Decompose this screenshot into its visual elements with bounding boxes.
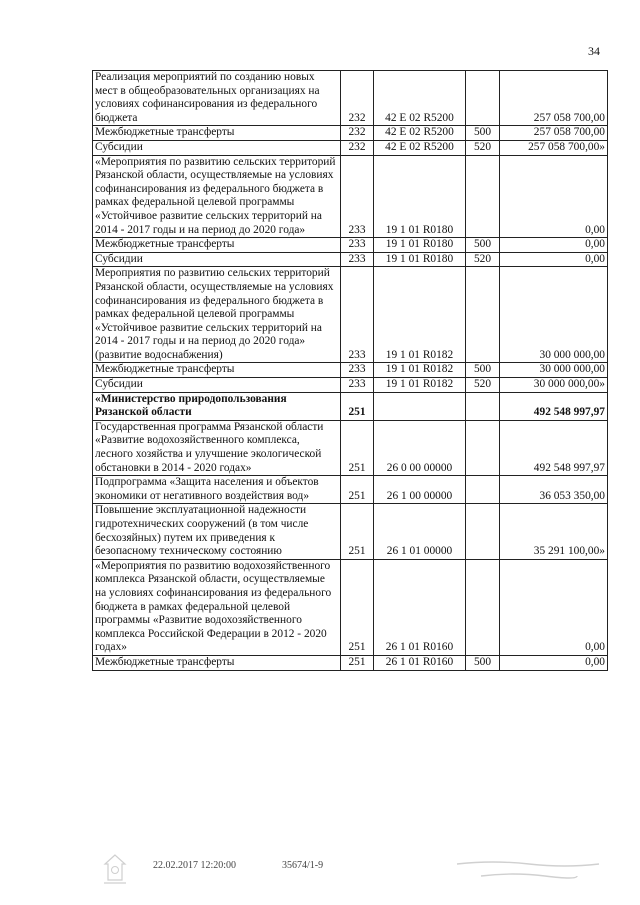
row-department-code: 251 <box>341 392 374 420</box>
row-department-code: 251 <box>341 655 374 670</box>
copy-stamp-icon <box>453 858 603 884</box>
row-expense-type-code: 520 <box>466 140 500 155</box>
table-row <box>93 363 608 378</box>
row-expense-type-code: 500 <box>466 363 500 378</box>
row-description: Межбюджетные трансферты <box>93 238 341 253</box>
row-target-article-code: 26 1 01 00000 <box>374 504 466 559</box>
row-target-article-code: 19 1 01 R0180 <box>374 252 466 267</box>
row-amount: 492 548 997,97 <box>500 420 608 475</box>
row-description: Мероприятия по развитию сельских территорий Рязанской области, осуществляемые на условиях софинансирования из федерального бюджета в рамках федеральной целевой программы «Устойчивое развитие сельских территорий на 2014 - 2017 годы и на период до 2020 года» (развитие водоснабжения) <box>93 267 341 363</box>
row-description: «Мероприятия по развитию водохозяйственного комплекса Рязанской области, осуществляемые на условиях софинансирования из федерального бюджета в рамках федеральной целевой программы «Развитие водохозяйственного комплекса Российской Федерации в 2012 - 2020 годах» <box>93 559 341 655</box>
row-expense-type-code: 500 <box>466 655 500 670</box>
row-target-article-code: 26 1 00 00000 <box>374 476 466 504</box>
row-amount: 0,00 <box>500 155 608 238</box>
table-row <box>93 655 608 670</box>
row-description: Реализация мероприятий по созданию новых мест в общеобразовательных организациях на условиях софинансирования из федерального бюджета <box>93 71 341 126</box>
row-expense-type-code <box>466 420 500 475</box>
row-description: Подпрограмма «Защита населения и объектов экономики от негативного воздействия вод» <box>93 476 341 504</box>
row-department-code: 251 <box>341 504 374 559</box>
row-department-code: 233 <box>341 238 374 253</box>
row-description: Межбюджетные трансферты <box>93 655 341 670</box>
row-expense-type-code <box>466 71 500 126</box>
row-expense-type-code <box>466 476 500 504</box>
row-expense-type-code <box>466 559 500 655</box>
row-description: Государственная программа Рязанской области «Развитие водохозяйственного комплекса, лесного хозяйства и улучшение экологической обстановки в 2014 - 2020 годах» <box>93 420 341 475</box>
row-target-article-code: 19 1 01 R0182 <box>374 363 466 378</box>
table-row <box>93 378 608 393</box>
row-department-code: 233 <box>341 378 374 393</box>
row-amount: 30 000 000,00 <box>500 267 608 363</box>
row-department-code: 251 <box>341 420 374 475</box>
row-description: Межбюджетные трансферты <box>93 126 341 141</box>
row-expense-type-code <box>466 392 500 420</box>
row-amount: 492 548 997,97 <box>500 392 608 420</box>
row-department-code: 232 <box>341 71 374 126</box>
row-expense-type-code: 520 <box>466 378 500 393</box>
table-row <box>93 238 608 253</box>
row-target-article-code: 26 1 01 R0160 <box>374 559 466 655</box>
row-expense-type-code: 500 <box>466 126 500 141</box>
row-description: Субсидии <box>93 140 341 155</box>
row-target-article-code: 19 1 01 R0180 <box>374 155 466 238</box>
row-department-code: 233 <box>341 155 374 238</box>
row-amount: 0,00 <box>500 655 608 670</box>
row-description: Повышение эксплуатационной надежности гидротехнических сооружений (в том числе бесхозяйных) путем их приведения к безопасному техническому состоянию <box>93 504 341 559</box>
row-target-article-code: 42 Е 02 R5200 <box>374 71 466 126</box>
row-expense-type-code <box>466 504 500 559</box>
row-description: Субсидии <box>93 378 341 393</box>
row-description: Субсидии <box>93 252 341 267</box>
footer-stamp <box>453 858 603 888</box>
table-row <box>93 559 608 655</box>
footer-document-code: 35674/1-9 <box>282 860 324 871</box>
row-department-code: 233 <box>341 363 374 378</box>
row-amount: 36 053 350,00 <box>500 476 608 504</box>
table-row <box>93 126 608 141</box>
row-expense-type-code: 500 <box>466 238 500 253</box>
row-target-article-code: 19 1 01 R0182 <box>374 378 466 393</box>
table-row <box>93 155 608 238</box>
table-row <box>93 252 608 267</box>
table-row <box>93 420 608 475</box>
row-target-article-code <box>374 392 466 420</box>
row-amount: 30 000 000,00 <box>500 363 608 378</box>
ministry-emblem-icon <box>100 852 130 886</box>
row-target-article-code: 19 1 01 R0180 <box>374 238 466 253</box>
row-amount: 30 000 000,00» <box>500 378 608 393</box>
row-expense-type-code: 520 <box>466 252 500 267</box>
row-amount: 0,00 <box>500 559 608 655</box>
table-row <box>93 267 608 363</box>
row-department-code: 251 <box>341 476 374 504</box>
row-target-article-code: 26 0 00 00000 <box>374 420 466 475</box>
row-amount: 257 058 700,00 <box>500 126 608 141</box>
table-row <box>93 71 608 126</box>
row-amount: 0,00 <box>500 252 608 267</box>
row-amount: 0,00 <box>500 238 608 253</box>
row-target-article-code: 42 Е 02 R5200 <box>374 140 466 155</box>
row-description: Межбюджетные трансферты <box>93 363 341 378</box>
row-target-article-code: 26 1 01 R0160 <box>374 655 466 670</box>
row-department-code: 232 <box>341 140 374 155</box>
row-amount: 257 058 700,00» <box>500 140 608 155</box>
row-target-article-code: 42 Е 02 R5200 <box>374 126 466 141</box>
row-department-code: 251 <box>341 559 374 655</box>
row-expense-type-code <box>466 155 500 238</box>
table-row <box>93 392 608 420</box>
row-department-code: 233 <box>341 267 374 363</box>
table-row <box>93 476 608 504</box>
row-target-article-code: 19 1 01 R0182 <box>374 267 466 363</box>
footer-timestamp: 22.02.2017 12:20:00 <box>153 860 237 871</box>
row-department-code: 232 <box>341 126 374 141</box>
row-description: «Министерство природопользования Рязанской области <box>93 392 341 420</box>
table-row <box>93 504 608 559</box>
budget-table <box>92 70 608 671</box>
row-expense-type-code <box>466 267 500 363</box>
row-amount: 257 058 700,00 <box>500 71 608 126</box>
row-amount: 35 291 100,00» <box>500 504 608 559</box>
table-row <box>93 140 608 155</box>
row-department-code: 233 <box>341 252 374 267</box>
row-description: «Мероприятия по развитию сельских территорий Рязанской области, осуществляемые на условиях софинансирования из федерального бюджета в рамках федеральной целевой программы «Устойчивое развитие сельских территорий на 2014 - 2017 годы и на период до 2020 года» <box>93 155 341 238</box>
page-number: 34 <box>588 44 600 58</box>
